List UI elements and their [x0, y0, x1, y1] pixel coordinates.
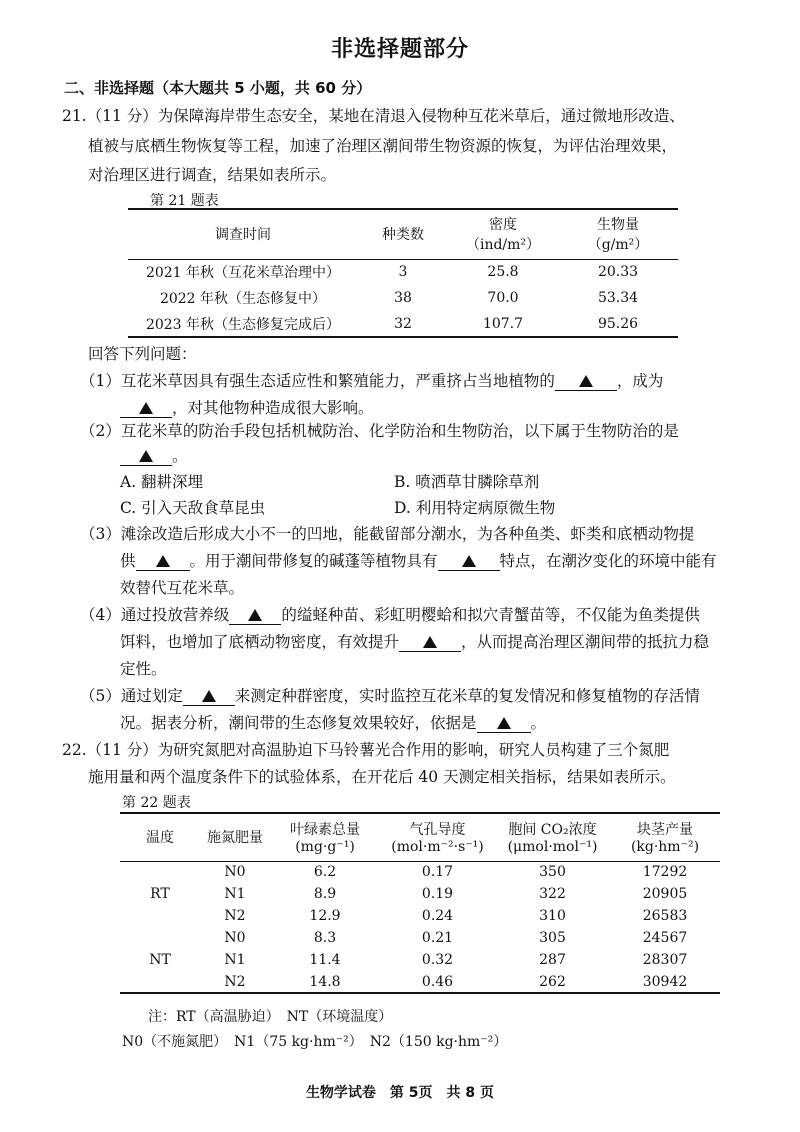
q22-note-2: N0（不施氮肥） N1（75 kg·hm⁻²） N2（150 kg·hm⁻²） — [122, 1034, 508, 1050]
section-header: 二、非选择题（本大题共 5 小题，共 60 分） — [64, 79, 372, 97]
q22-temp-nt: NT — [149, 951, 171, 968]
q21-p3-text-d: 特点，在潮汐变化的环境中能有 — [499, 552, 717, 570]
table-cell: 310 — [539, 908, 566, 924]
q21-part-4-line-2 — [120, 632, 709, 652]
q22-header-nitrogen: 施氮肥量 — [207, 830, 263, 847]
option-c[interactable]: C. 引入天敌食草昆虫 — [120, 499, 266, 517]
table-cell: 12.9 — [309, 908, 341, 924]
q21-part-4-line-1 — [80, 605, 700, 625]
table-cell: 8.9 — [313, 886, 337, 902]
table-row — [128, 259, 678, 285]
q22-header-chlorophyll-unit: (mg·g⁻¹) — [295, 839, 355, 856]
q22-header-yield — [610, 813, 720, 861]
table-cell: 262 — [539, 973, 566, 990]
answer-prompt: 回答下列问题： — [88, 345, 197, 363]
table-cell: 11.4 — [309, 952, 341, 968]
q22-header-yield-unit: (kg·hm⁻²) — [630, 839, 700, 856]
q21-intro-line-1: 21.（11 分）为保障海岸带生态安全，某地在清退入侵物种互花米草后，通过微地形改造、 — [62, 107, 685, 125]
option-b[interactable]: B. 喷洒草甘膦除草剂 — [394, 473, 540, 491]
answer-blank[interactable] — [136, 552, 190, 571]
q22-intro-line-1: 22.（11 分）为研究氮肥对高温胁迫下马铃薯光合作用的影响，研究人员构建了三个氮肥 — [62, 741, 670, 759]
q21-part-4-line-3: 定性。 — [120, 660, 167, 678]
answer-blank[interactable] — [183, 687, 235, 706]
triangle-icon — [139, 450, 153, 462]
table-cell: 322 — [539, 886, 566, 902]
table-cell: 6.2 — [313, 864, 337, 881]
q21-p5-text-b: 来测定种群密度，实时监控互花米草的复发情况和修复植物的存活情 — [234, 687, 700, 705]
table-cell: 70.0 — [487, 290, 519, 306]
answer-blank[interactable] — [477, 714, 531, 733]
answer-blank[interactable] — [399, 633, 461, 652]
page-title: 非选择题部分 — [330, 37, 469, 62]
q22-header-temp: 温度 — [146, 830, 174, 847]
table-cell: 20.33 — [597, 264, 639, 281]
table-cell: 14.8 — [309, 973, 341, 990]
table-cell: 28307 — [642, 952, 688, 968]
table-cell: 2022 年秋（生态修复中） — [159, 291, 327, 307]
q22-note-1: 注：RT（高温胁迫） NT（环境温度） — [148, 1009, 393, 1025]
table-cell: 2021 年秋（互花米草治理中） — [145, 265, 341, 282]
table-cell: 26583 — [642, 908, 688, 924]
q21-part-2-line-2 — [120, 446, 188, 466]
q21-p4-text-c: 饵料，也增加了底栖动物密度，有效提升 — [120, 633, 400, 651]
triangle-icon — [156, 555, 170, 567]
q22-header-stomatal-label: 气孔导度 — [409, 822, 466, 839]
q22-header-yield-label: 块茎产量 — [637, 822, 693, 839]
q21-header-time: 调查时间 — [215, 227, 271, 244]
table-cell: 95.26 — [597, 315, 639, 332]
table-row — [120, 905, 720, 927]
table-cell: 17292 — [642, 864, 688, 881]
table-cell: 3 — [398, 264, 408, 281]
option-d[interactable]: D. 利用特定病原微生物 — [394, 499, 556, 517]
table-cell: 2023 年秋（生态修复完成后） — [145, 316, 341, 333]
q21-p4-text-a: （4）通过投放营养级 — [80, 606, 230, 624]
triangle-icon — [423, 636, 437, 648]
q21-p4-text-d: ，从而提高治理区潮间带的抵抗力稳 — [461, 633, 710, 651]
q21-part-5-line-2 — [120, 713, 546, 733]
q21-p2-text-b: 。 — [172, 447, 188, 465]
q22-header-chlorophyll — [270, 813, 380, 861]
q21-p5-text-c: 况。据表分析，潮间带的生态修复效果较好，依据是 — [120, 714, 477, 732]
table-cell: 32 — [394, 315, 412, 332]
table-cell: 25.8 — [487, 264, 519, 281]
answer-blank[interactable] — [120, 447, 172, 466]
q21-p1-text-c: ，对其他物种造成很大影响。 — [172, 399, 374, 417]
answer-blank[interactable] — [229, 606, 281, 625]
q22-header-co2-label: 胞间 CO₂浓度 — [508, 822, 597, 839]
table-cell: 107.7 — [482, 315, 524, 332]
option-a[interactable]: A. 翻耕深埋 — [120, 473, 204, 491]
table-cell: N2 — [224, 908, 246, 924]
table-cell: N0 — [224, 930, 246, 946]
q21-table — [128, 208, 678, 338]
table-cell: N1 — [224, 952, 246, 968]
q21-p5-text-a: （5）通过划定 — [80, 687, 183, 705]
q22-table — [120, 812, 720, 994]
q21-header-density-unit: （ind/m²） — [465, 237, 541, 254]
q22-header-co2 — [495, 813, 610, 861]
triangle-icon — [579, 375, 593, 387]
q21-header-density — [448, 209, 558, 259]
table-row — [128, 311, 678, 337]
q22-table-caption: 第 22 题表 — [122, 795, 191, 811]
q21-header-biomass-unit: （g/m²） — [587, 237, 649, 254]
q21-part-3-line-1: （3）滩涂改造后形成大小不一的凹地，能截留部分潮水，为各种鱼类、虾类和底栖动物提 — [80, 525, 695, 543]
q21-header-biomass — [558, 209, 678, 259]
q21-part-1-line-2 — [120, 398, 374, 418]
q21-part-5-line-1 — [80, 686, 700, 706]
table-cell: 0.46 — [421, 973, 454, 990]
q21-table-header-row — [128, 209, 678, 259]
q22-table-header-row — [120, 813, 720, 861]
table-cell: 30942 — [642, 973, 688, 990]
table-cell: 8.3 — [313, 930, 337, 946]
table-row — [120, 883, 720, 905]
table-row — [120, 861, 720, 883]
table-cell: 53.34 — [597, 290, 639, 306]
table-cell: 24567 — [642, 930, 688, 946]
table-cell: 0.24 — [421, 908, 454, 924]
table-cell: 38 — [394, 290, 412, 306]
table-cell: 305 — [539, 930, 566, 946]
triangle-icon — [497, 717, 511, 729]
triangle-icon — [202, 690, 216, 702]
table-cell: 0.21 — [421, 930, 454, 946]
answer-blank[interactable] — [555, 372, 617, 391]
q21-p3-text-b: 供 — [120, 552, 136, 570]
table-cell: 20905 — [642, 886, 688, 902]
table-cell: N1 — [224, 886, 246, 902]
q22-intro-line-2: 施用量和两个温度条件下的试验体系，在开花后 40 天测定相关指标，结果如表所示。 — [88, 768, 676, 786]
table-cell: N0 — [224, 864, 246, 881]
triangle-icon — [248, 609, 262, 621]
q21-intro-line-2: 植被与底栖生物恢复等工程，加速了治理区潮间带生物资源的恢复，为评估治理效果， — [88, 137, 678, 155]
q21-intro-line-3: 对治理区进行调查，结果如表所示。 — [88, 166, 337, 184]
q21-part-1-line-1 — [80, 371, 663, 391]
q21-part-3-line-3: 效替代互花米草。 — [120, 579, 245, 597]
q21-p4-text-b: 的缢蛏种苗、彩虹明樱蛤和拟穴青蟹苗等，不仅能为鱼类提供 — [281, 606, 700, 624]
q22-temp-rt: RT — [150, 886, 170, 903]
q21-p1-text-a: （1）互花米草因具有强生态适应性和繁殖能力，严重挤占当地植物的 — [80, 372, 555, 390]
q21-p1-text-b: ，成为 — [616, 372, 664, 390]
q21-p3-text-c: 。用于潮间带修复的碱蓬等植物具有 — [189, 552, 438, 570]
table-cell: 0.17 — [421, 864, 454, 881]
q22-header-stomatal — [380, 813, 495, 861]
q22-header-chlorophyll-label: 叶绿素总量 — [290, 822, 360, 839]
q22-header-co2-unit: (μmol·mol⁻¹) — [507, 839, 598, 856]
q21-header-biomass-label: 生物量 — [597, 217, 639, 234]
q21-part-3-line-2 — [120, 551, 717, 571]
table-cell: 350 — [539, 864, 566, 881]
triangle-icon — [139, 402, 153, 414]
q21-header-density-label: 密度 — [489, 217, 517, 234]
table-row — [120, 971, 720, 993]
q21-header-species: 种类数 — [382, 227, 424, 244]
answer-blank[interactable] — [438, 552, 500, 571]
q22-header-stomatal-unit: (mol·m⁻²·s⁻¹) — [391, 839, 484, 856]
table-cell: N2 — [224, 973, 246, 990]
table-row — [120, 949, 720, 971]
table-cell: 287 — [539, 952, 566, 968]
q21-p5-text-d: 。 — [530, 714, 547, 732]
table-row — [120, 927, 720, 949]
table-cell: 0.19 — [421, 886, 454, 902]
q21-part-2-line-1: （2）互花米草的防治手段包括机械防治、化学防治和生物防治，以下属于生物防治的是 — [80, 422, 679, 440]
triangle-icon — [462, 555, 476, 567]
page-footer: 生物学试卷 第 5页 共 8 页 — [305, 1085, 495, 1101]
table-row — [128, 285, 678, 311]
table-cell: 0.32 — [421, 952, 454, 968]
answer-blank[interactable] — [120, 399, 172, 418]
q21-table-caption: 第 21 题表 — [150, 193, 219, 209]
